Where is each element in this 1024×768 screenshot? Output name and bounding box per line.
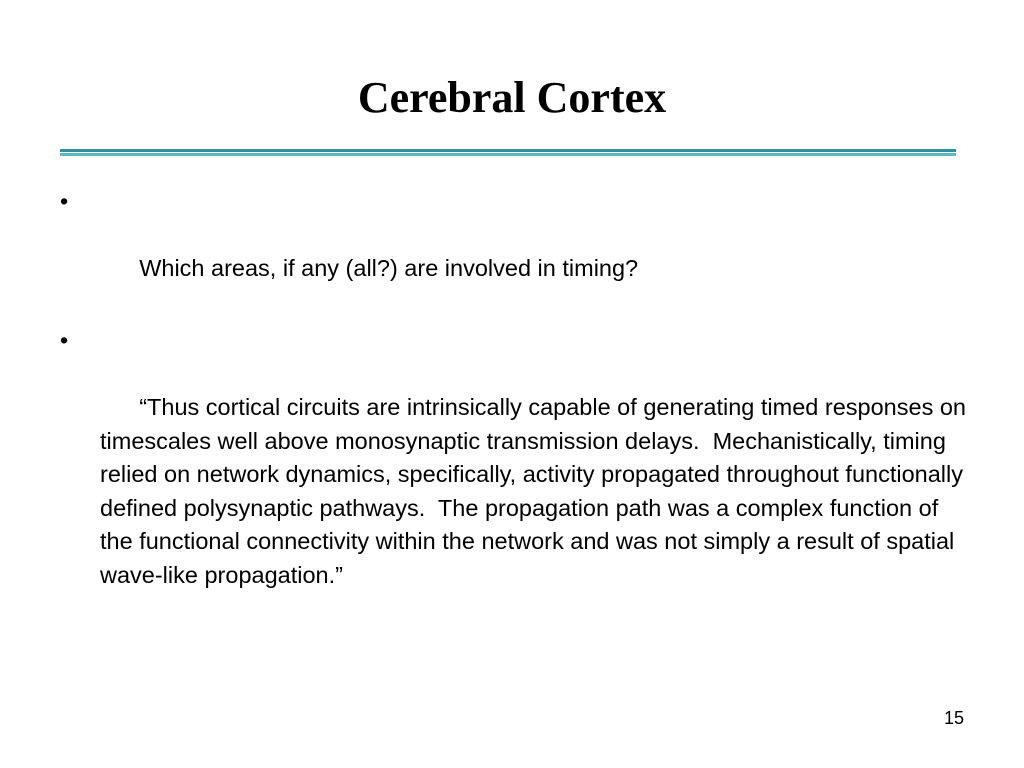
title-divider-line-top: [60, 149, 956, 152]
bullet-list: [60, 185, 973, 631]
bullet-item: [60, 324, 973, 626]
slide-title: Cerebral Cortex: [357, 73, 667, 122]
title-divider-line-bottom: [60, 153, 956, 156]
bullet-item: [60, 185, 970, 319]
bullet-glyph: •: [60, 327, 69, 353]
bullet-glyph: •: [60, 188, 69, 214]
title-divider: [60, 149, 956, 158]
bullet-text: “Thus cortical circuits are intrinsically capable of generating timed responses on timescales well above monosynaptic transmission delays. Mechanistically, timing relied on network dynamics, specifically, activity propagated throughout functionally defined polysynaptic pathways. The propagation path was a complex function of the functional connectivity within the network and was not simply a result of spatial wave-like propagation.”: [100, 394, 973, 588]
bullet-text: Which areas, if any (all?) are involved in timing?: [139, 255, 639, 281]
page-number: 15: [943, 708, 964, 728]
